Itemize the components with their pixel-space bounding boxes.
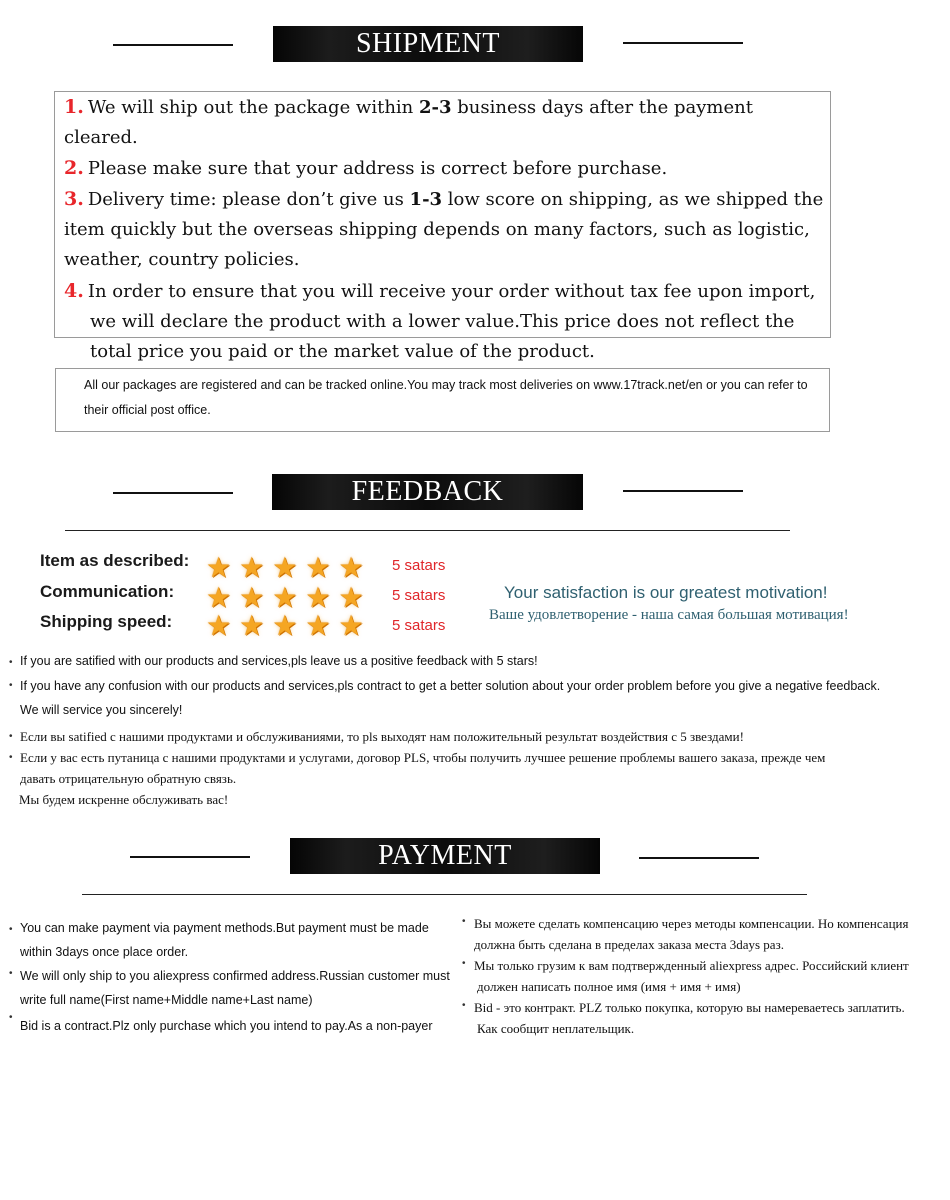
bullet-icon: • [9, 731, 13, 742]
feedback-bullet-ru: Если у вас есть путаница с нашими продуктами и услугами, договор PLS, чтобы получить лучшее решение проблемы вашего заказа, прежде чем [20, 750, 826, 765]
shipment-item-3 [64, 184, 825, 275]
bullet-icon: • [462, 958, 466, 969]
motivation-english: Your satisfaction is our greatest motivation! [504, 583, 828, 602]
payment-text: You can make payment via payment methods.But payment must be made [20, 921, 429, 935]
payment-text-ru: Вы можете сделать компенсацию через методы компенсации. Но компенсация [474, 916, 909, 931]
payment-text-ru: Мы только грузим к вам подтвержденный aliexpress адрес. Российский клиент [474, 958, 909, 973]
rating-label: Item as described: [40, 551, 190, 570]
bullet-icon: • [462, 1000, 466, 1011]
divider-right [639, 857, 759, 859]
feedback-bullet-ru-continued: давать отрицательную обратную связь. [20, 771, 237, 786]
star-icon: ★ [305, 610, 331, 641]
rating-value: 5 satars [392, 617, 446, 634]
payment-banner [290, 838, 600, 874]
star-icon: ★ [338, 610, 364, 641]
bullet-icon: • [462, 916, 466, 927]
star-icon: ★ [239, 610, 265, 641]
item-number: 3. [64, 188, 84, 210]
rating-stars [206, 584, 364, 612]
bullet-icon: • [9, 968, 13, 979]
star-icon: ★ [206, 610, 232, 641]
item-text: Please make sure that your address is correct before purchase. [87, 158, 668, 179]
item-bold: 2-3 [419, 97, 452, 118]
feedback-title: FEEDBACK [351, 476, 504, 507]
item-number: 2. [64, 157, 84, 179]
item-text: In order to ensure that you will receive your order without tax fee upon import, we will declare the product with a lower value.This price does not reflect the total price you paid or the market value of the product. [87, 281, 816, 362]
feedback-bullet: If you have any confusion with our products and services,pls contract to get a better solution about your order problem before you give a negative feedback. [20, 679, 881, 693]
payment-rule [82, 894, 807, 895]
bullet-icon: • [9, 924, 13, 935]
feedback-bullet-continued: We will service you sincerely! [20, 703, 183, 717]
payment-text-ru: должен написать полное имя (имя + имя + имя) [477, 979, 741, 994]
rating-label: Communication: [40, 582, 175, 601]
feedback-bullet-ru-continued: Мы будем искренне обслуживать вас! [19, 792, 229, 807]
shipment-list [63, 92, 825, 367]
star-icon: ★ [338, 582, 364, 613]
shipment-item-1 [64, 92, 825, 153]
item-bold: 1-3 [409, 189, 443, 210]
feedback-bullet-ru: Если вы satified с нашими продуктами и обслуживаниями, то pls выходят нам положительный результат воздействия с 5 звездами! [20, 729, 744, 744]
bullet-icon: • [9, 680, 13, 691]
payment-text: We will only ship to you aliexpress confirmed address.Russian customer must [20, 969, 450, 983]
tracking-note: All our packages are registered and can be tracked online.You may track most deliveries on www.17track.net/en or you can refer to their official post office. [84, 378, 808, 417]
shipment-item-2 [64, 153, 825, 184]
star-icon: ★ [272, 552, 298, 583]
item-text: We will ship out the package within [87, 97, 419, 118]
feedback-rule [65, 530, 790, 531]
item-number: 1. [64, 96, 84, 118]
star-icon: ★ [239, 552, 265, 583]
payment-text-ru: должна быть сделана в пределах заказа места 3days раз. [474, 937, 784, 952]
star-icon: ★ [272, 582, 298, 613]
bullet-icon: • [9, 1012, 13, 1023]
bullet-icon: • [9, 657, 13, 668]
divider-right [623, 42, 743, 44]
shipment-banner [273, 26, 583, 62]
star-icon: ★ [305, 582, 331, 613]
divider-left [113, 492, 233, 494]
motivation-russian: Ваше удовлетворение - наша самая большая мотивация! [489, 607, 849, 623]
rating-stars [206, 612, 364, 640]
divider-right [623, 490, 743, 492]
payment-text-ru: Bid - это контракт. PLZ только покупка, которую вы намереваетесь заплатить. [474, 1000, 905, 1015]
item-text: business days after the payment cleared. [64, 97, 753, 148]
star-icon: ★ [272, 610, 298, 641]
payment-text-ru: Как сообщит неплательщик. [477, 1021, 635, 1036]
shipment-item-4 [64, 276, 825, 367]
star-icon: ★ [206, 582, 232, 613]
rating-stars [206, 554, 364, 582]
feedback-banner [272, 474, 583, 510]
bullet-icon: • [9, 752, 13, 763]
payment-title: PAYMENT [378, 840, 512, 871]
rating-value: 5 satars [392, 587, 446, 604]
star-icon: ★ [305, 552, 331, 583]
payment-text: within 3days once place order. [20, 945, 189, 959]
star-icon: ★ [338, 552, 364, 583]
rating-value: 5 satars [392, 557, 446, 574]
star-icon: ★ [206, 552, 232, 583]
rating-label: Shipping speed: [40, 612, 173, 631]
item-text: Delivery time: please don’t give us [87, 189, 410, 210]
star-icon: ★ [239, 582, 265, 613]
payment-text: write full name(First name+Middle name+Last name) [20, 993, 313, 1007]
divider-left [113, 44, 233, 46]
payment-text: Bid is a contract.Plz only purchase which you intend to pay.As a non-payer [20, 1019, 433, 1033]
item-number: 4. [64, 280, 84, 302]
shipment-title: SHIPMENT [355, 28, 500, 59]
feedback-bullet: If you are satified with our products and services,pls leave us a positive feedback with 5 stars! [20, 654, 538, 668]
item-text: low score on shipping, as we shipped the item quickly but the overseas shipping depends on many factors, such as logistic, weather, country policies. [64, 189, 824, 270]
divider-left [130, 856, 250, 858]
